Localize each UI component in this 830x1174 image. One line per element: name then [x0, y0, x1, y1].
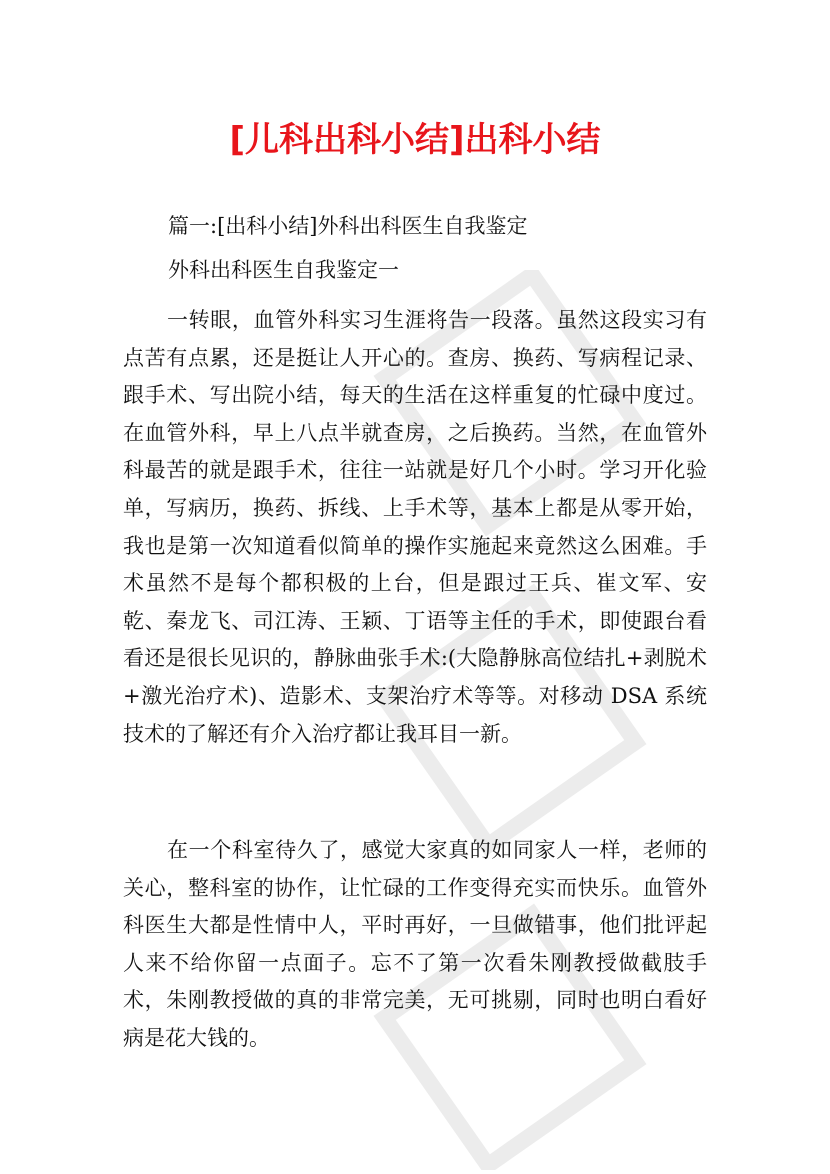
paragraph-1: 一转眼，血管外科实习生涯将告一段落。虽然这段实习有点苦有点累，还是挺让人开心的。查房、换药、写病程记录、跟手术、写出院小结，每天的生活在这样重复的忙碌中度过。在血管外科，早上八点半就查房，之后换药。当然，在血管外科最苦的就是跟手术，往往一站就是好几个小时。学习开化验单，写病历，换药、拆线、上手术等，基本上都是从零开始，我也是第一次知道看似简单的操作实施起来竟然这么困难。手术虽然不是每个都积极的上台，但是跟过王兵、崔文军、安乾、秦龙飞、司江涛、王颖、丁语等主任的手术，即使跟台看看还是很长见识的，静脉曲张手术:(大隐静脉高位结扎+剥脱术+激光治疗术)、造影术、支架治疗术等等。对移动 DSA 系统技术的了解还有介入治疗都让我耳目一新。 — [123, 308, 707, 746]
document-title: [儿科出科小结]出科小结 — [229, 120, 601, 160]
section-heading: 篇一:[出科小结]外科出科医生自我鉴定 — [168, 214, 528, 238]
paragraph-2: 在一个科室待久了，感觉大家真的如同家人一样，老师的关心，整科室的协作，让忙碌的工作变得充实而快乐。血管外科医生大都是性情中人，平时再好，一旦做错事，他们批评起人来不给你留一点面子。忘不了第一次看朱刚教授做截肢手术，朱刚教授做的真的非常完美，无可挑剔，同时也明白看好病是花大钱的。 — [123, 838, 707, 1050]
subsection-heading: 外科出科医生自我鉴定一 — [168, 258, 399, 282]
